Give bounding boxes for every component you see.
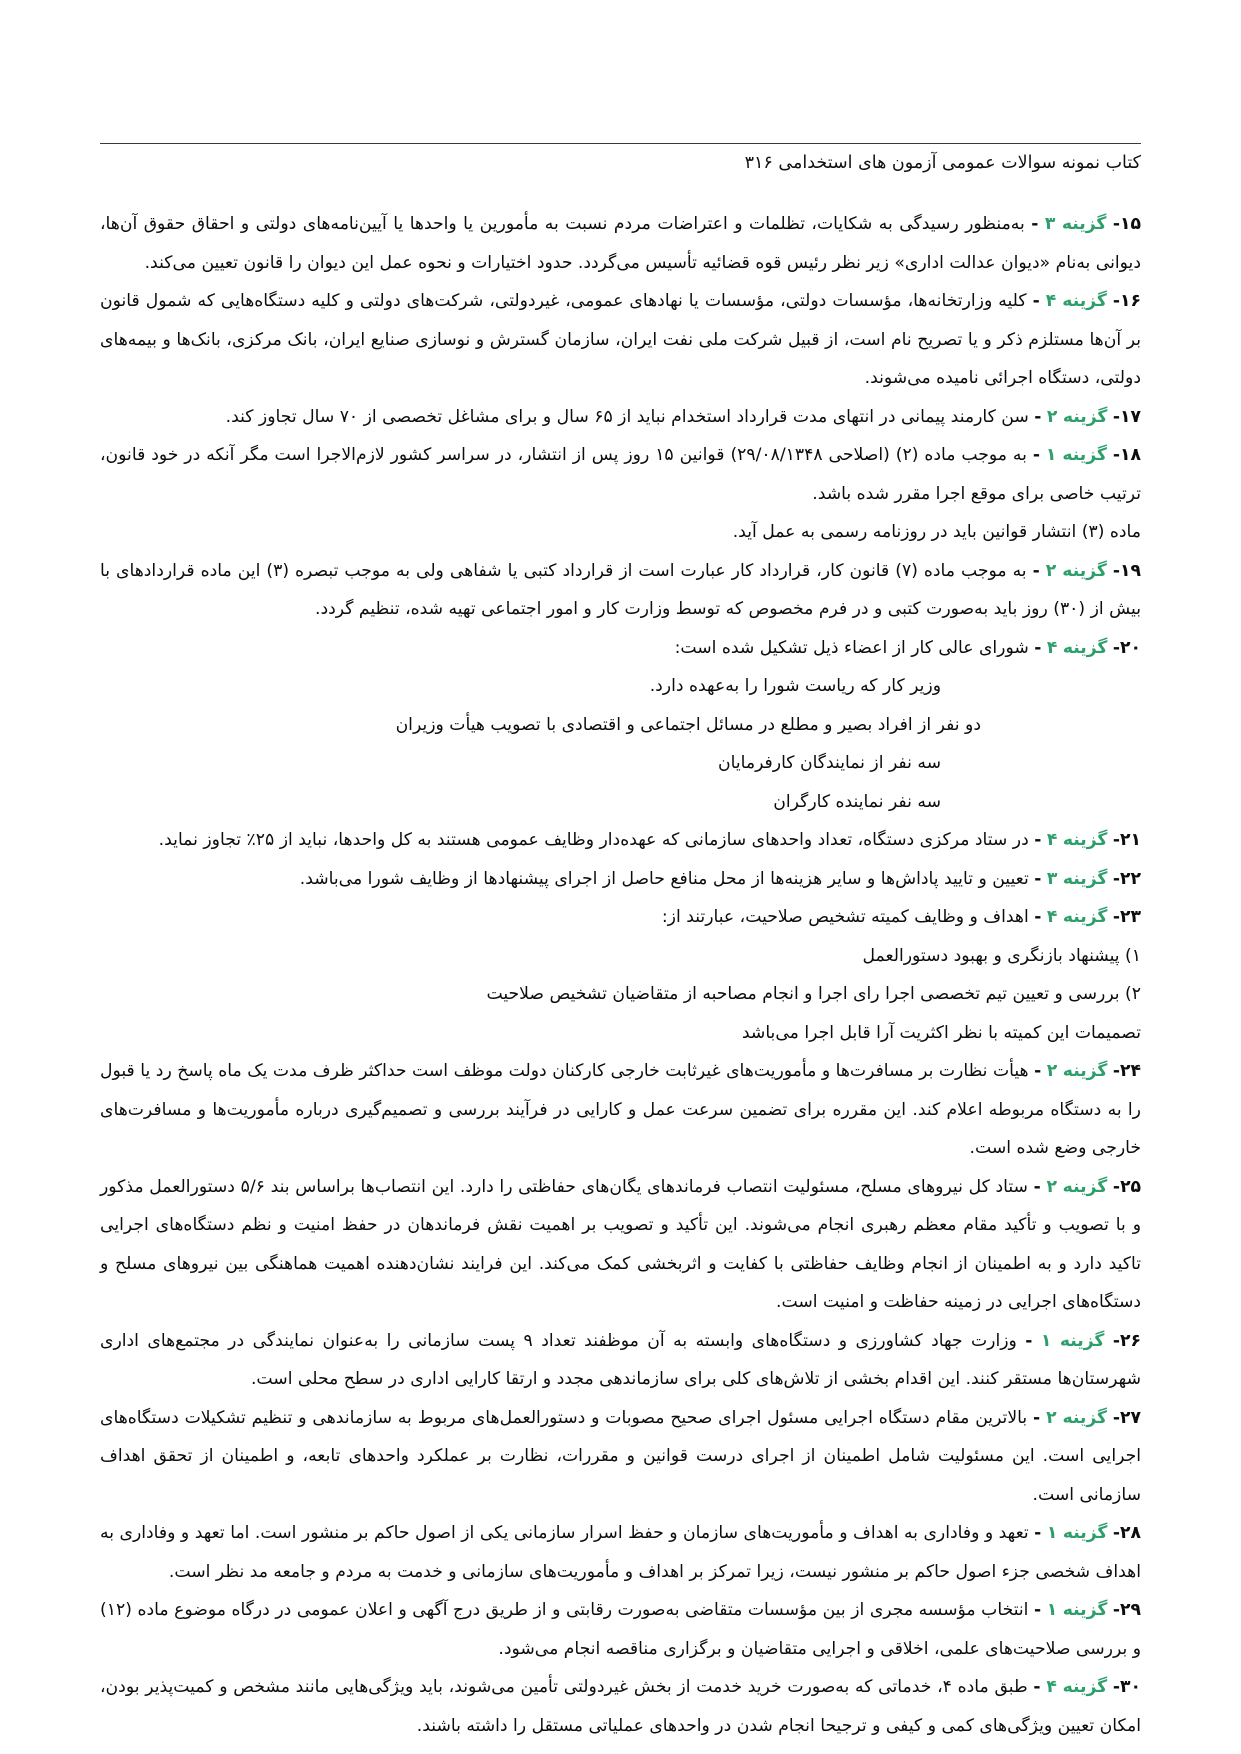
option-value: ۴ [1046,830,1058,850]
option-label: گزینه [1062,1677,1108,1697]
option-value: ۴ [1046,637,1058,658]
option-value: ۳ [1046,868,1058,889]
answer-text: به موجب ماده (۷) قانون کار، قرارداد کار عبارت است از قرارداد کتبی یا شفاهی ولی به موجب تبصره (۳) این ماده قراردادهای با بیش از (۳۰) روز باید به‌صورت کتبی و در فرم مخصوص که توسط وزارت کار و امور اجتماعی تهیه شده، تنظیم گردد. [100,560,1141,619]
option-label: گزینه [1062,637,1108,658]
answer-item [100,1322,1141,1399]
answer-text: سن کارمند پیمانی در انتهای مدت قرارداد استخدام نباید از ۶۵ سال و برای مشاغل تخصصی از ۷۰ سال تجاوز کند. [225,406,1029,427]
answer-dash: - [1025,1330,1033,1351]
answer-dash: - [1033,1407,1041,1428]
answer-dash: - [1034,406,1042,427]
option-value: ۲ [1046,406,1058,427]
answer-item [100,1591,1141,1668]
answer-text: به موجب ماده (۲) (اصلاحی ۲۹/۰۸/۱۳۴۸) قوانین ۱۵ روز پس از انتشار، در سراسر کشور لازم‌الاجرا است مگر آنکه در خود قانون، ترتیب خاصی برای موقع اجرا مقرر شده باشد. [100,445,1141,504]
answer-item [100,629,1141,668]
answer-text: تعیین و تایید پاداش‌ها و سایر هزینه‌ها از محل منافع حاصل از اجرای پیشنهادها از وظایف شورا می‌باشد. [299,868,1029,889]
answer-dash: - [1034,1600,1042,1620]
answer-text: کلیه وزارتخانه‌ها، مؤسسات دولتی، مؤسسات یا نهادهای عمومی، غیردولتی، شرکت‌های دولتی و کلیه دستگاه‌هایی که شمول قانون بر آن‌ها مستلزم ذکر و یا تصریح نام است، از قبیل شرکت ملی نفت ایران، سازمان گسترش و نوسازی صنایع ایران، بانک مرکزی، بانک‌ها و بیمه‌های دولتی، دستگاه اجرائی نامیده می‌شوند. [100,291,1141,388]
option-value: ۱ [1045,445,1057,465]
option-label: گزینه [1062,1407,1108,1428]
answer-text: تعهد و وفاداری به اهداف و مأموریت‌های سازمان و حفظ اسرار سازمانی یکی از اصول حاکم بر منشور است. اما تعهد و وفاداری به اهداف شخصی جزء اصول حاکم بر منشور نیست، زیرا تمرکز بر اهداف و مأموریت‌های سازمانی و خدمت به مردم و جامعه مد نظر است. [100,1523,1141,1582]
answer-number: ۲۷- [1112,1407,1142,1428]
answer-dash: - [1032,291,1040,311]
option-value: ۱ [1040,1330,1052,1351]
answer-item [100,1668,1141,1745]
option-label: گزینه [1062,1600,1108,1620]
council-member-line: سه نفر از نمایندگان کارفرمایان [717,753,941,773]
option-label: گزینه [1062,1176,1108,1197]
answer-number: ۳۰- [1112,1677,1142,1697]
option-label: گزینه [1062,406,1108,427]
answer-text: شورای عالی کار از اعضاء ذیل تشکیل شده است: [674,637,1029,658]
answer-number: ۲۳- [1112,907,1141,927]
answer-dash: - [1034,830,1042,850]
option-value: ۴ [1046,907,1058,927]
answer-dash: - [1033,1677,1041,1697]
answer-item [100,398,1141,437]
option-value: ۱ [1046,1523,1058,1543]
answer-text: ستاد کل نیروهای مسلح، مسئولیت انتصاب فرماندهای یگان‌های حفاظتی را دارد. این انتصاب‌ها براساس بند ۵/۶ دستورالعمل مذکور و با تصویب و تأکید مقام معظم رهبری انجام می‌شوند. این تأکید و تصویب بر اهمیت نقش فرماندهان در حفظ امنیت و نظم دستگاه‌های اجرایی تاکید دارد و به اطمینان از انجام وظایف حفاظتی با کفایت و اثربخشی کمک می‌کند. این فرایند نشان‌دهنده اهمیت هماهنگی بین نیروهای مسلح و دستگاه‌های اجرایی در زمینه حفاظت و امنیت است. [100,1176,1141,1312]
answer-dash: - [1034,1061,1042,1081]
council-member-line: سه نفر نماینده کارگران [773,791,941,812]
header-divider [100,143,1141,144]
option-label: گزینه [1062,830,1108,850]
option-label: گزینه [1062,1523,1108,1543]
answer-text: هیأت نظارت بر مسافرت‌ها و مأموریت‌های غیرثابت خارجی کارکنان دولت موظف است حداکثر ظرف مدت یک ماه پاسخ رد یا قبول را به دستگاه مربوطه اعلام کند. این مقرره برای تضمین سرعت عمل و کارایی در فرآیند بررسی و تصمیم‌گیری درباره مأموریت‌ها و مسافرت‌های خارجی وضع شده است. [100,1061,1141,1158]
answer-dash: - [1034,868,1042,889]
answer-key-body [100,205,1141,1745]
answer-item [100,1168,1141,1322]
council-member-line: دو نفر از افراد بصیر و مطلع در مسائل اجتماعی و اقتصادی با تصویب هیأت وزیران [395,714,981,735]
article-line: ماده (۳) انتشار قوانین باید در روزنامه رسمی به عمل آید. [732,522,1141,542]
answer-number: ۱۹- [1112,560,1142,581]
answer-number: ۲۱- [1112,830,1141,850]
answer-dash: - [1032,560,1040,581]
option-value: ۱ [1046,1600,1058,1620]
answer-item [100,436,1141,513]
option-label: گزینه [1062,1061,1108,1081]
answer-text: در ستاد مرکزی دستگاه، تعداد واحدهای سازمانی که عهده‌دار وظایف عمومی هستند به کل واحدها، نباید از ۲۵٪ تجاوز نماید. [158,830,1029,850]
answer-number: ۲۴- [1112,1061,1141,1081]
answer-text: وزارت جهاد کشاورزی و دستگاه‌های وابسته به آن موظفند تعداد ۹ پست سازمانی را به‌عنوان نمایندگی در مجتمع‌های اداری شهرستان‌ها مستقر کنند. این اقدام بخشی از تلاش‌های کلی برای سازماندهی مجدد و ارتقا کارایی اداری در سطح محلی است. [100,1330,1141,1389]
option-label: گزینه [1062,291,1107,311]
option-label: گزینه [1062,868,1108,889]
option-value: ۲ [1045,560,1057,581]
answer-item [100,860,1141,899]
answer-item [100,898,1141,937]
answer-number: ۱۵- [1112,214,1142,234]
header-title: کتاب نمونه سوالات عمومی آزمون های استخدامی [778,153,1141,173]
answer-item [100,1514,1141,1591]
option-label: گزینه [1061,214,1107,234]
answer-text: طبق ماده ۴، خدماتی که به‌صورت خرید خدمت از بخش غیردولتی تأمین می‌شوند، باید ویژگی‌هایی مانند مشخص و کمیت‌پذیر بودن، امکان تعیین ویژگی‌های کمی و کیفی و ترجیحا انجام شدن در واحدهای عملیاتی مستقل را داشته باشند. [100,1677,1141,1736]
option-value: ۴ [1046,1677,1057,1697]
answer-number: ۱۷- [1112,406,1141,427]
answer-dash: - [1034,907,1042,927]
answer-dash: - [1033,1176,1041,1197]
answer-item [100,1052,1141,1168]
answer-number: ۲۵- [1112,1176,1142,1197]
answer-dash: - [1034,637,1042,658]
committee-duty-line: تصمیمات این کمیته با نظر اکثریت آرا قابل اجرا می‌باشد [741,1022,1141,1043]
answer-text: انتخاب مؤسسه مجری از بین مؤسسات متقاضی به‌صورت رقابتی و از طریق درج آگهی و اعلان عمومی در درگاه موضوع ماده (۱۲) و بررسی صلاحیت‌های علمی، اخلاقی و اجرایی متقاضیان و برگزاری مناقصه انجام می‌شود. [100,1600,1141,1659]
answer-text: بالاترین مقام دستگاه اجرایی مسئول اجرای صحیح مصوبات و دستورالعمل‌های مربوط به سازماندهی و تنظیم تشکیلات دستگاه‌های اجرایی است. این مسئولیت شامل اطمینان از اجرای درست قوانین و مقررات، نظارت بر عملکرد واحدهای تابعه، و اطمینان از تحقق اهداف سازمانی است. [100,1407,1141,1505]
answer-item [100,282,1141,398]
answer-item [100,552,1141,629]
answer-number: ۱۶- [1112,291,1142,311]
answer-number: ۱۸- [1112,445,1141,465]
committee-duty-line: ۲) بررسی و تعیین تیم تخصصی اجرا رای اجرا و انجام مصاحبه از متقاضیان تشخیص صلاحیت [486,984,1141,1004]
committee-duty-line: ۱) پیشنهاد بازنگری و بهبود دستورالعمل [862,945,1141,966]
answer-number: ۲۰- [1112,637,1141,658]
option-value: ۴ [1045,291,1057,311]
answer-text: به‌منظور رسیدگی به شکایات، تظلمات و اعتراضات مردم نسبت به مأمورین یا واحدها یا آیین‌نامه‌های دولتی و احقاق حقوق آن‌ها، دیوانی به‌نام «دیوان عدالت اداری» زیر نظر رئیس قوه قضائیه تأسیس می‌گردد. حدود اختیارات و نحوه عمل این دیوان را قانون تعیین می‌کند. [100,214,1141,273]
answer-number: ۲۹- [1112,1600,1141,1620]
option-value: ۲ [1046,1061,1058,1081]
answer-number: ۲۲- [1112,868,1141,889]
page-number: ۳۱۶ [744,153,773,173]
option-value: ۳ [1044,214,1056,234]
option-label: گزینه [1059,1330,1105,1351]
option-label: گزینه [1062,445,1107,465]
answer-text: اهداف و وظایف کمیته تشخیص صلاحیت، عبارتند از: [661,907,1029,927]
option-label: گزینه [1062,560,1107,581]
answer-dash: - [1032,445,1040,465]
page-header [100,150,1141,176]
option-value: ۲ [1046,1176,1057,1197]
council-member-line: وزیر کار که ریاست شورا را به‌عهده دارد. [649,676,941,696]
answer-number: ۲۶- [1112,1330,1141,1351]
answer-item [100,821,1141,860]
option-value: ۲ [1046,1407,1057,1428]
answer-dash: - [1034,1523,1042,1543]
answer-dash: - [1031,214,1039,234]
option-label: گزینه [1062,907,1108,927]
answer-item [100,1399,1141,1515]
answer-number: ۲۸- [1112,1523,1142,1543]
answer-item [100,205,1141,282]
